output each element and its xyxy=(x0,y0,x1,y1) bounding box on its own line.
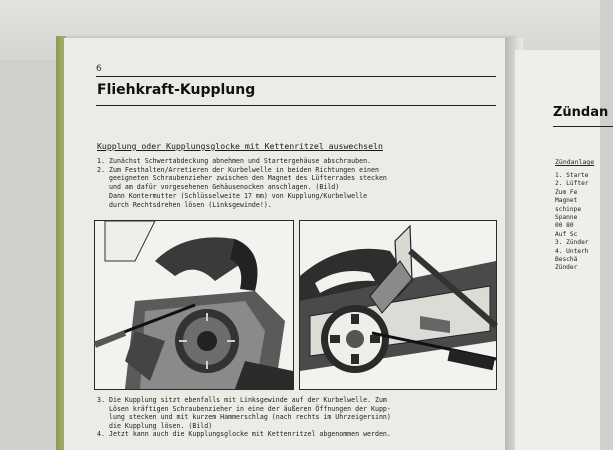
right-line: Spanne xyxy=(555,214,578,222)
step-2-cont: und am dafür vorgesehenen Gehäusenocken anschlagen. (Bild) xyxy=(109,183,340,192)
right-line: 4. Unterh xyxy=(555,247,589,255)
page-title: Fliehkraft-Kupplung xyxy=(97,82,256,98)
right-page-title: Zündan xyxy=(553,105,609,120)
step-3-cont: lung stecken und mit kurzem Hammerschlag (nach rechts im Uhrzeigersinn) xyxy=(109,413,391,422)
right-line: Zünder xyxy=(555,264,578,272)
right-page-text xyxy=(555,172,589,273)
step-2-cont: durch Rechtsdrehen lösen (Linksgewinde!). xyxy=(109,200,272,209)
right-title-rule xyxy=(553,126,613,127)
step-4: 4. Jetzt kann auch die Kupplungsglocke mit Kettenritzel abgenommen werden. xyxy=(97,430,391,439)
step-3-cont: Lösen kräftigen Schraubenzieher in eine der äußeren Öffnungen der Kupp- xyxy=(109,404,391,413)
instructions-bottom xyxy=(97,396,507,439)
right-line: 1. Starte xyxy=(555,172,589,179)
title-rule xyxy=(96,105,496,106)
page-number: 6 xyxy=(96,64,102,74)
right-page xyxy=(515,50,609,450)
figure-clutch-release xyxy=(299,220,497,390)
right-line: 00 80 xyxy=(555,222,574,230)
step-3: 3. Die Kupplung sitzt ebenfalls mit Linksgewinde auf der Kurbelwelle. Zum xyxy=(97,396,387,404)
right-line: Auf Sc xyxy=(555,230,578,238)
right-line: Magnet xyxy=(555,197,578,205)
right-page-subheading: Zündanlage xyxy=(555,158,595,166)
figure-flywheel-lock xyxy=(94,220,294,390)
instructions-top xyxy=(97,157,497,209)
chainsaw-illustration-right xyxy=(300,221,496,389)
step-2-cont: geeigneten Schraubenzieher zwischen den Magnet des Lüfterrades stecken xyxy=(109,174,387,183)
step-2-cont: Dann Kontermutter (Schlüsselweite 17 mm) von Kupplung/Kurbelwelle xyxy=(109,191,368,200)
right-line: Beschä xyxy=(555,256,578,264)
section-heading: Kupplung oder Kupplungsglocke mit Kettenritzel auswechseln xyxy=(97,141,383,151)
right-line: schinpe xyxy=(555,205,582,213)
right-line: Zum Fe xyxy=(555,188,578,196)
chainsaw-illustration-left xyxy=(95,221,293,389)
step-2: 2. Zum Festhalten/Arretieren der Kurbelwelle in beiden Richtungen einen xyxy=(97,165,379,174)
step-3-cont: die Kupplung lösen. (Bild) xyxy=(109,421,213,430)
right-line: 2. Lüfter xyxy=(555,180,589,188)
header-rule xyxy=(96,76,496,77)
right-line: 3. Zünder xyxy=(555,239,589,247)
step-1: 1. Zunächst Schwertabdeckung abnehmen und Startergehäuse abschrauben. xyxy=(97,157,372,165)
